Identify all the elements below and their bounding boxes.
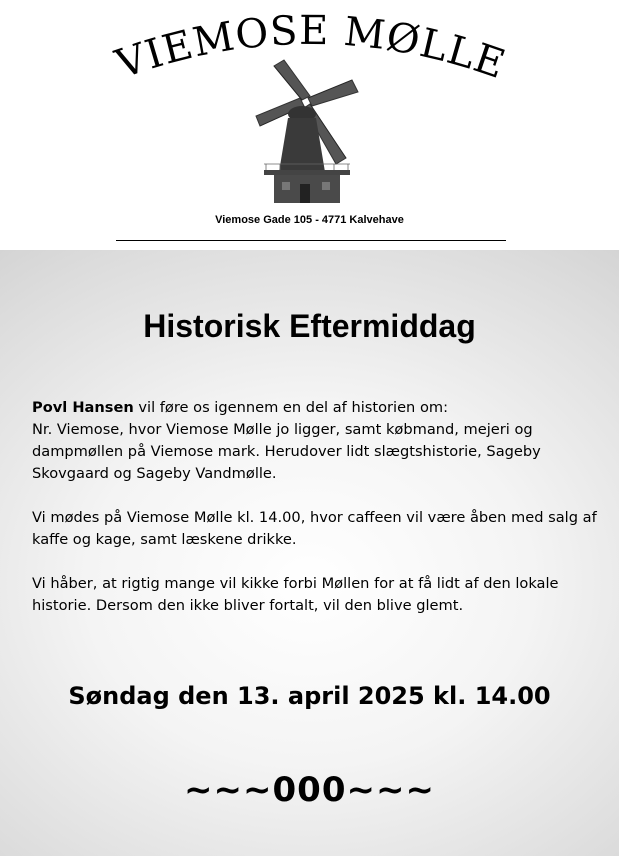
event-title: Historisk Eftermiddag xyxy=(143,308,476,344)
logo-title-text: VIEMOSE MØLLE xyxy=(110,7,512,89)
address: Viemose Gade 105 - 4771 Kalvehave xyxy=(215,214,404,226)
speaker-name: Povl Hansen xyxy=(32,399,134,416)
paragraph-intro-text: vil føre os igennem en del af historien om: xyxy=(133,399,449,416)
ornament: ~~~000~~~ xyxy=(184,770,435,810)
divider xyxy=(116,240,506,241)
event-description xyxy=(32,397,597,639)
paragraph-intro xyxy=(32,397,597,485)
paragraph-meeting: Vi mødes på Viemose Mølle kl. 14.00, hvor caffeen vil være åben med salg af kaffe og kage, samt læskene drikke. xyxy=(32,509,597,548)
windmill-icon xyxy=(250,58,370,208)
paragraph-invitation: Vi håber, at rigtig mange vil kikke forbi Møllen for at få lidt af den lokale historie. Dersom den ikke bliver fortalt, vil den blive glemt. xyxy=(32,575,559,614)
letterhead xyxy=(0,0,619,250)
event-date: Søndag den 13. april 2025 kl. 14.00 xyxy=(68,682,551,710)
paragraph-intro-detail: Nr. Viemose, hvor Viemose Mølle jo ligger, samt købmand, mejeri og dampmøllen på Viemose mark. Herudover lidt slægtshistorie, Sageby Skovgaard og Sageby Vandmølle. xyxy=(32,421,541,482)
